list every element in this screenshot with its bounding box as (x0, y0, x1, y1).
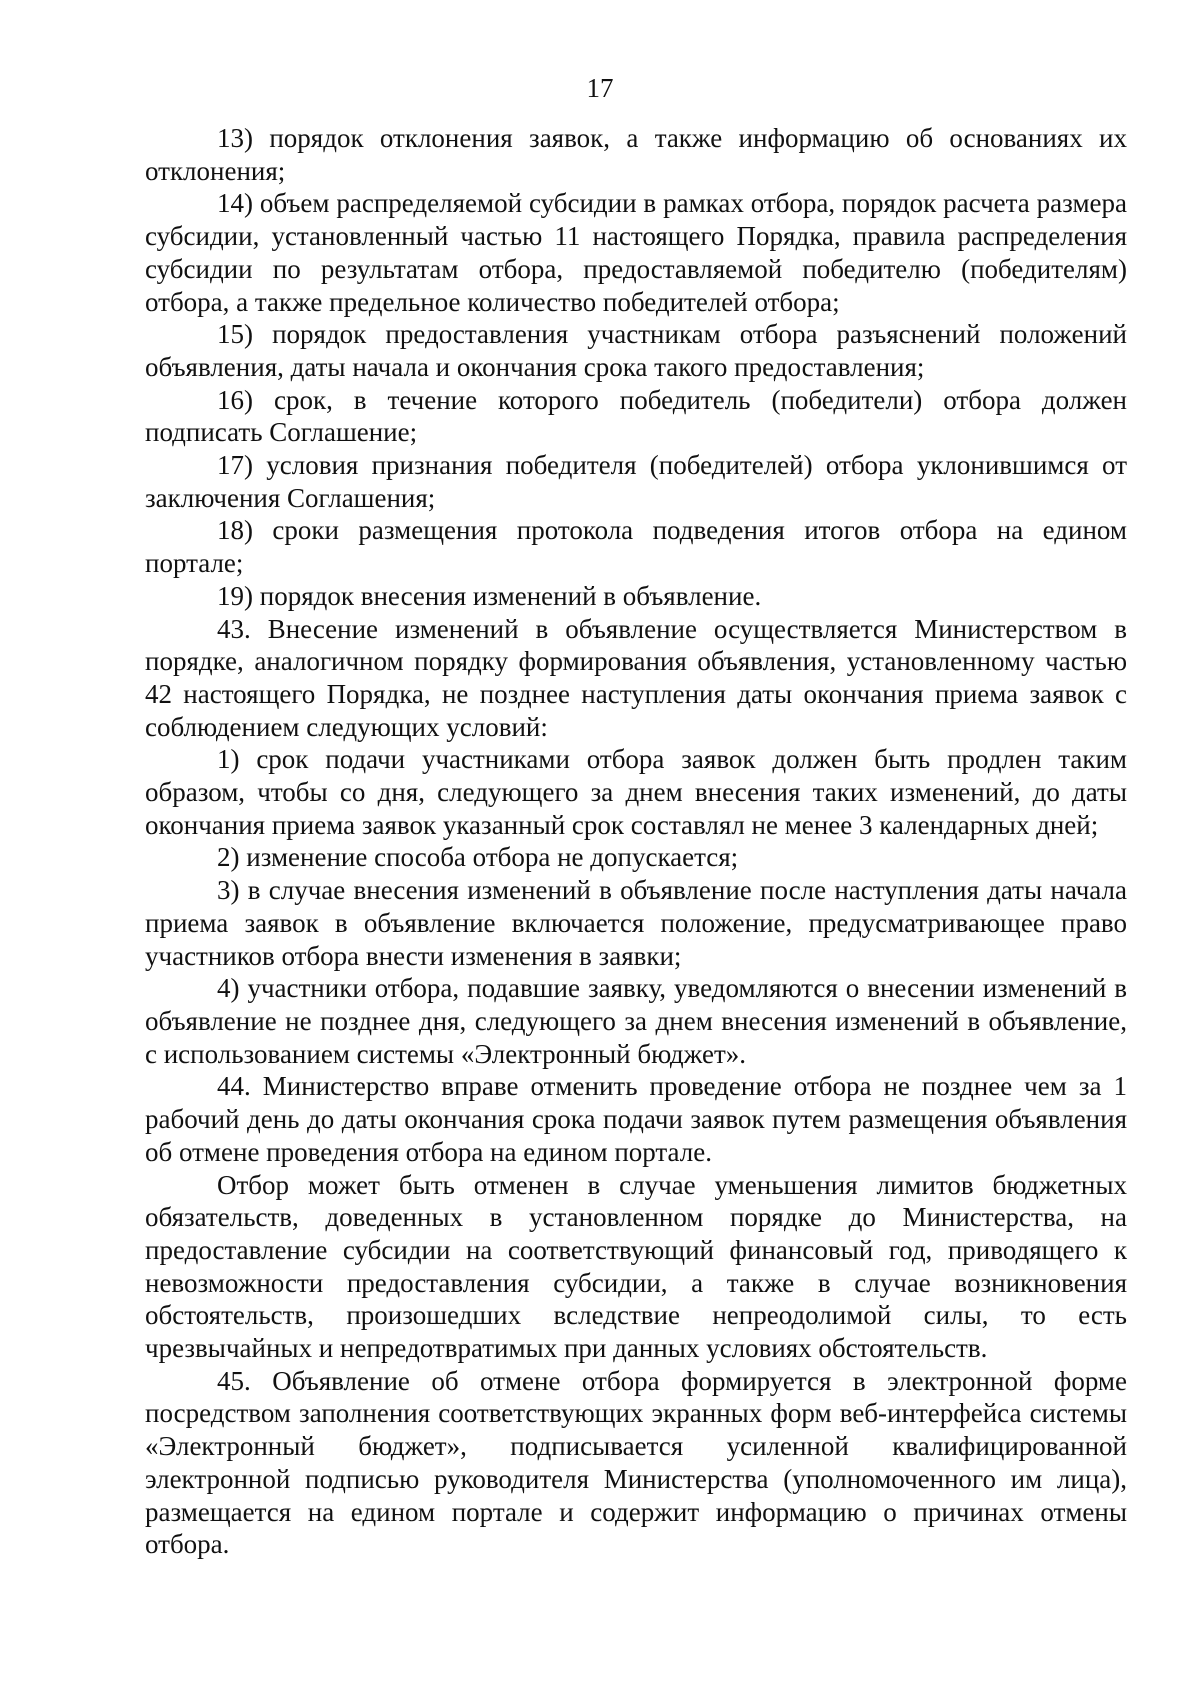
paragraph-section-43: 43. Внесение изменений в объявление осуществляется Министерством в порядке, аналогичном порядку формирования объявления, установленному частью 42 настоящего Порядка, не позднее наступления даты окончания приема заявок с соблюдением следующих условий: (145, 613, 1127, 742)
paragraph-section-45: 45. Объявление об отмене отбора формируется в электронной форме посредством заполнения соответствующих экранных форм веб-интерфейса системы «Электронный бюджет», подписывается усиленной квалифицированной электронной подписью руководителя Министерства (уполномоченного им лица), размещается на едином портале и содержит информацию о причинах отмены отбора. (145, 1365, 1127, 1560)
paragraph-section-44: 44. Министерство вправе отменить проведение отбора не позднее чем за 1 рабочий день до даты окончания срока подачи заявок путем размещения объявления об отмене проведения отбора на едином портале. (145, 1071, 1127, 1167)
paragraph-item-17: 17) условия признания победителя (победителей) отбора уклонившимся от заключения Соглашения; (145, 450, 1127, 513)
paragraph-section-44-cancellation: Отбор может быть отменен в случае уменьшения лимитов бюджетных обязательств, доведенных в установленном порядке до Министерства, на предоставление субсидии на соответствующий финансовый год, приводящего к невозможности предоставления субсидии, а также в случае возникновения обстоятельств, произошедших вследствие непреодолимой силы, то есть чрезвычайных и непредотвратимых при данных условиях обстоятельств. (145, 1169, 1127, 1364)
paragraph-item-18: 18) сроки размещения протокола подведения итогов отбора на едином портале; (145, 515, 1127, 579)
paragraph-section-43-item-4: 4) участники отбора, подавшие заявку, уведомляются о внесении изменений в объявление не позднее дня, следующего за днем внесения изменений в объявление, с использованием системы «Электронный бюджет». (145, 973, 1127, 1069)
paragraph-section-43-item-3: 3) в случае внесения изменений в объявление после наступления даты начала приема заявок в объявление включается положение, предусматривающее право участников отбора внести изменения в заявки; (145, 875, 1127, 971)
paragraph-item-15: 15) порядок предоставления участникам отбора разъяснений положений объявления, даты начала и окончания срока такого предоставления; (145, 319, 1127, 382)
paragraph-section-43-item-1: 1) срок подачи участниками отбора заявок должен быть продлен таким образом, чтобы со дня, следующего за днем внесения таких изменений, до даты окончания приема заявок указанный срок составлял не менее 3 календарных дней; (145, 744, 1127, 840)
document-body (145, 122, 1127, 1561)
paragraph-item-13: 13) порядок отклонения заявок, а также информацию об основаниях их отклонения; (145, 123, 1127, 186)
paragraph-item-16: 16) срок, в течение которого победитель (победители) отбора должен подписать Соглашение; (145, 384, 1127, 448)
paragraph-item-19: 19) порядок внесения изменений в объявление. (217, 580, 762, 611)
paragraph-section-43-item-2: 2) изменение способа отбора не допускается; (217, 842, 739, 873)
page-number: 17 (586, 73, 614, 103)
paragraph-item-14: 14) объем распределяемой субсидии в рамках отбора, порядок расчета размера субсидии, установленный частью 11 настоящего Порядка, правила распределения субсидии по результатам отбора, предоставляемой победителю (победителям) отбора, а также предельное количество победителей отбора; (145, 188, 1127, 317)
